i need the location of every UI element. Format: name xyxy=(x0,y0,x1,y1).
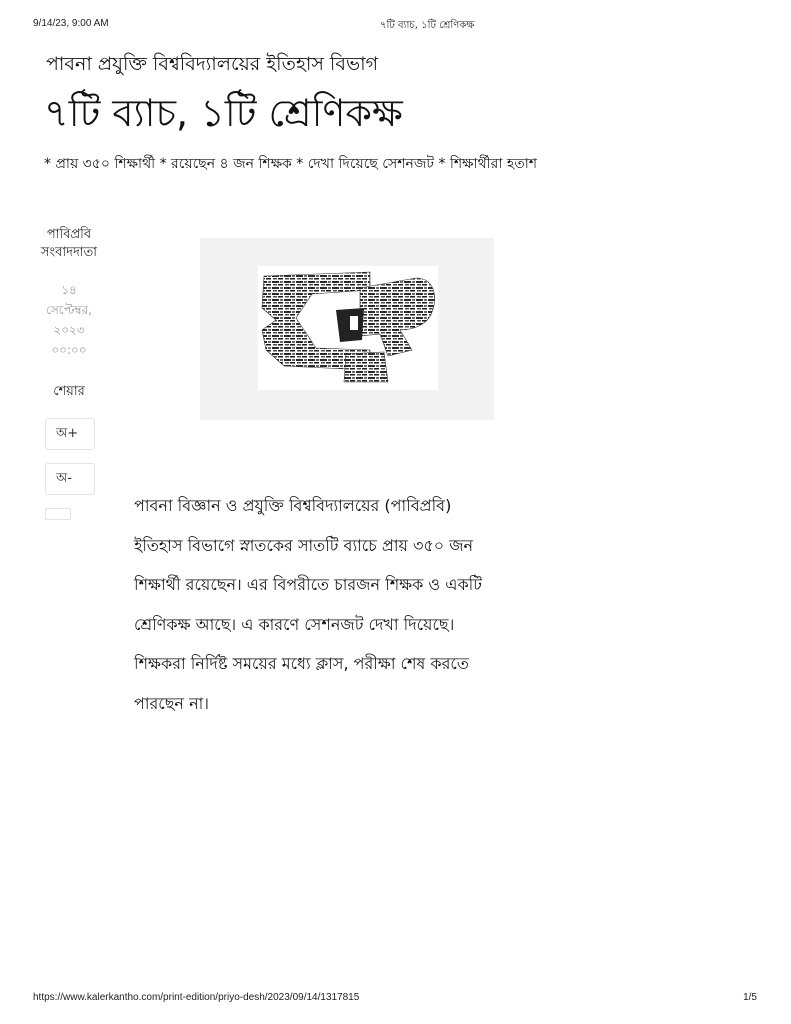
publish-date xyxy=(40,280,98,360)
body-line: পাবনা বিজ্ঞান ও প্রযুক্তি বিশ্ববিদ্যালয়ের (পাবিপ্রবি) xyxy=(134,496,452,515)
print-datetime: 9/14/23, 9:00 AM xyxy=(33,18,109,29)
kalerkantho-logo-icon xyxy=(200,238,494,420)
print-url: https://www.kalerkantho.com/print-edition/priyo-desh/2023/09/14/1317815 xyxy=(33,992,360,1003)
print-page-title: ৭টি ব্যাচ, ১টি শ্রেণিকক্ষ xyxy=(380,20,475,31)
body-line: শ্রেণিকক্ষ আছে। এ কারণে সেশনজট দেখা দিয়েছে। xyxy=(134,614,455,634)
body-line: পারছেন না। xyxy=(134,693,209,713)
publish-day: ১৪ xyxy=(61,283,77,297)
publish-month: সেপ্টেম্বর, xyxy=(45,303,93,317)
share-button[interactable]: শেয়ার xyxy=(53,384,85,399)
body-line: শিক্ষার্থী রয়েছেন। এর বিপরীতে চারজন শিক্ষক ও একটি xyxy=(134,575,482,594)
article-image xyxy=(200,238,494,420)
print-page-number: 1/5 xyxy=(743,992,757,1003)
byline-role: সংবাদদাতা xyxy=(40,245,98,260)
article-subhead: * প্রায় ৩৫০ শিক্ষার্থী * রয়েছেন ৪ জন শিক্ষক * দেখা দিয়েছে সেশনজট * শিক্ষার্থীরা হতাশ xyxy=(44,156,538,172)
byline-name: পাবিপ্রবি xyxy=(46,227,92,242)
article-body xyxy=(134,486,574,723)
publish-year: ২০২৩ xyxy=(53,323,85,337)
extra-tool-button[interactable] xyxy=(45,508,71,520)
font-increase-button[interactable]: অ+ xyxy=(45,418,95,450)
font-decrease-button[interactable]: অ- xyxy=(45,463,95,495)
publish-time: ০০:০০ xyxy=(51,343,87,357)
article-shoulder: পাবনা প্রযুক্তি বিশ্ববিদ্যালয়ের ইতিহাস বিভাগ xyxy=(46,53,379,75)
article-headline: ৭টি ব্যাচ, ১টি শ্রেণিকক্ষ xyxy=(44,91,403,135)
body-line: ইতিহাস বিভাগে স্নাতকের সাতটি ব্যাচে প্রায় ৩৫০ জন xyxy=(134,535,474,555)
article-meta-sidebar xyxy=(40,226,98,403)
body-line: শিক্ষকরা নির্দিষ্ট সময়ের মধ্যে ক্লাস, পরীক্ষা শেষ করতে xyxy=(134,654,469,673)
